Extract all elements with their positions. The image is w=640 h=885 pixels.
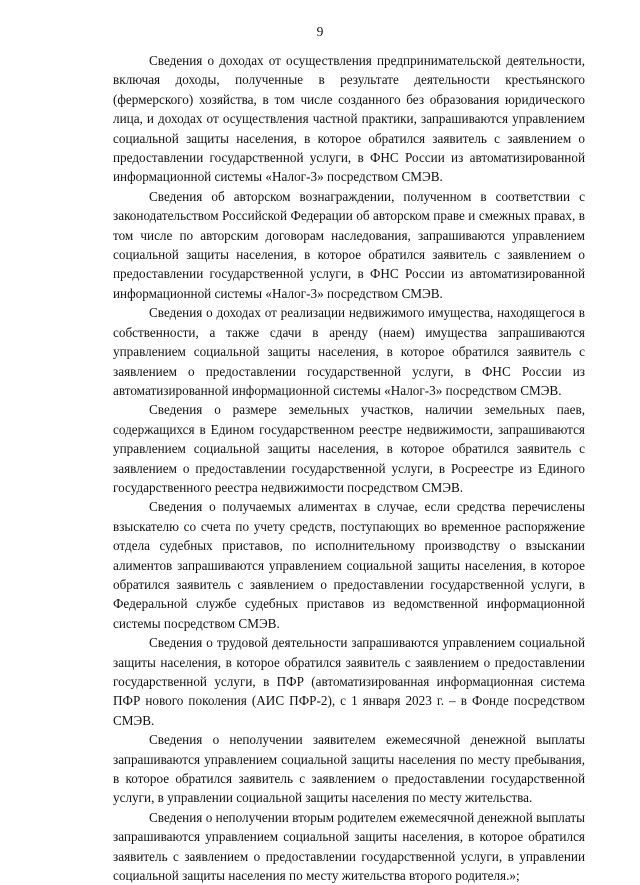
document-body — [113, 51, 585, 885]
page-number: 9 — [316, 24, 324, 39]
paragraph-non-receipt-applicant: Сведения о неполучении заявителем ежемесячной денежной выплаты запрашиваются управлением социальной защиты населения по месту пребывания, в которое обратился заявитель с заявлением о предоставлении государственной услуги, в управлении социальной защиты населения по месту жительства. — [113, 732, 585, 806]
paragraph-alimony: Сведения о получаемых алиментах в случае, если средства перечислены взыскателю со счета по учету средств, поступающих во временное распоряжение отдела судебных приставов, по исполнительному производству о взыскании алиментов запрашиваются управлением социальной защиты населения, в которое обратился заявитель с заявлением о предоставлении государственной услуги, в Федеральной службе судебных приставов из ведомственной информационной системы посредством СМЭВ. — [113, 499, 585, 631]
paragraph-land-plots: Сведения о размере земельных участков, наличии земельных паев, содержащихся в Едином государственном реестре недвижимости, запрашиваются управлением социальной защиты населения, в которое обратился заявитель с заявлением о предоставлении государственной услуги, в Росреестре из Единого государственного реестра недвижимости посредством СМЭВ. — [113, 402, 585, 495]
paragraph-non-receipt-second-parent: Сведения о неполучении вторым родителем ежемесячной денежной выплаты запрашиваются управлением социальной защиты населения, в которое обратился заявитель с заявлением о предоставлении государственной услуги, в управлении социальной защиты населения по месту жительства второго родителя.»; — [113, 809, 585, 884]
paragraph-business-income: Сведения о доходах от осуществления предпринимательской деятельности, включая доходы, полученные в результате деятельности крестьянского (фермерского) хозяйства, в том числе созданного без образования юридического лица, и доходах от осуществления частной практики, запрашиваются управлением социальной защиты населения, в которое обратился заявитель с заявлением о предоставлении государственной услуги, в ФНС России из автоматизированной информационной системы «Налог-3» посредством СМЭВ. — [113, 53, 585, 185]
paragraph-employment: Сведения о трудовой деятельности запрашиваются управлением социальной защиты населения, в которое обратился заявитель с заявлением о предоставлении государственной услуги, в ПФР (автоматизированная информационная система ПФР нового поколения (АИС ПФР-2), с 1 января 2023 г. – в Фонде посредством СМЭВ. — [113, 635, 585, 728]
paragraph-real-estate-income: Сведения о доходах от реализации недвижимого имущества, находящегося в собственности, а также сдачи в аренду (наем) имущества запрашиваются управлением социальной защиты населения, в которое обратился заявитель с заявлением о предоставлении государственной услуги, в ФНС России из автоматизированной информационной системы «Налог-3» посредством СМЭВ. — [113, 305, 585, 398]
paragraph-author-royalty: Сведения об авторском вознаграждении, полученном в соответствии с законодательством Российской Федерации об авторском праве и смежных правах, в том числе по авторским договорам наследования, запрашиваются управлением социальной защиты населения, в которое обратился заявитель с заявлением о предоставлении государственной услуги, в ФНС России из автоматизированной информационной системы «Налог-3» посредством СМЭВ. — [113, 188, 585, 301]
